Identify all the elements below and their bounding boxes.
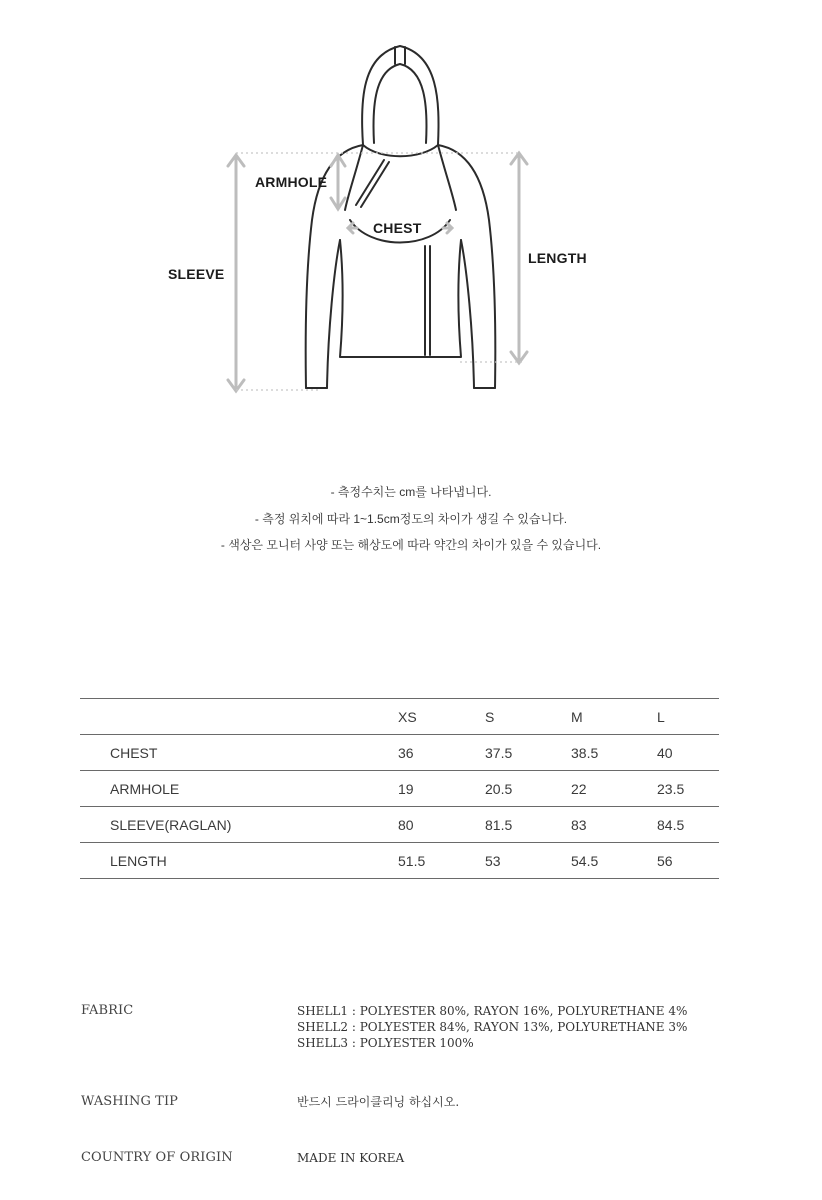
armhole-label: ARMHOLE (255, 174, 328, 190)
table-cell: CHEST (80, 735, 398, 771)
table-row (80, 735, 719, 771)
fabric-line: SHELL2 : POLYESTER 84%, RAYON 13%, POLYURETHANE 3% (297, 1020, 688, 1034)
table-header-cell (80, 699, 398, 735)
washing-tip-label: WASHING TIP (81, 1094, 179, 1109)
table-cell: 36 (398, 735, 485, 771)
measurement-diagram (0, 0, 822, 420)
hood-inner (373, 64, 426, 143)
table-cell: 81.5 (485, 807, 571, 843)
table-header-cell: XS (398, 699, 485, 735)
table-cell: 84.5 (657, 807, 719, 843)
table-cell: LENGTH (80, 843, 398, 879)
table-header-cell: S (485, 699, 571, 735)
country-of-origin-label: COUNTRY OF ORIGIN (81, 1150, 233, 1165)
table-cell: 51.5 (398, 843, 485, 879)
fabric-line: SHELL3 : POLYESTER 100% (297, 1036, 474, 1050)
table-cell: 19 (398, 771, 485, 807)
table-cell: 40 (657, 735, 719, 771)
table-header-row (80, 699, 719, 735)
measurement-notes (0, 484, 822, 564)
table-cell: 56 (657, 843, 719, 879)
table-cell: 53 (485, 843, 571, 879)
fabric-line: SHELL1 : POLYESTER 80%, RAYON 16%, POLYURETHANE 4% (297, 1004, 688, 1018)
fabric-label: FABRIC (81, 1003, 134, 1018)
table-cell: 83 (571, 807, 657, 843)
table-cell: ARMHOLE (80, 771, 398, 807)
note-line: - 측정 위치에 따라 1~1.5cm정도의 차이가 생길 수 있습니다. (254, 511, 568, 526)
country-of-origin-value: MADE IN KOREA (297, 1151, 405, 1165)
table-cell: 23.5 (657, 771, 719, 807)
table-header-cell: M (571, 699, 657, 735)
chest-label: CHEST (373, 220, 422, 236)
table-cell: 54.5 (571, 843, 657, 879)
table-cell: 20.5 (485, 771, 571, 807)
note-line: - 색상은 모니터 사양 또는 해상도에 따라 약간의 차이가 있을 수 있습니다. (220, 538, 602, 552)
table-cell: 37.5 (485, 735, 571, 771)
sleeve-label: SLEEVE (168, 266, 225, 282)
table-header-cell: L (657, 699, 719, 735)
fabric-value (297, 1003, 687, 1051)
table-row (80, 771, 719, 807)
table-cell: 80 (398, 807, 485, 843)
left-sleeve-inner (327, 240, 340, 388)
washing-tip-value: 반드시 드라이클리닝 하십시오. (297, 1095, 460, 1109)
right-sleeve-inner (461, 240, 474, 388)
table-cell: 38.5 (571, 735, 657, 771)
length-label: LENGTH (528, 250, 587, 266)
table-cell: SLEEVE(RAGLAN) (80, 807, 398, 843)
hoodie-illustration (0, 0, 822, 420)
size-table (80, 698, 719, 879)
right-sleeve-outer (438, 145, 495, 388)
note-line: - 측정수치는 cm를 나타냅니다. (330, 485, 492, 499)
table-row (80, 807, 719, 843)
table-cell: 22 (571, 771, 657, 807)
table-row (80, 843, 719, 879)
